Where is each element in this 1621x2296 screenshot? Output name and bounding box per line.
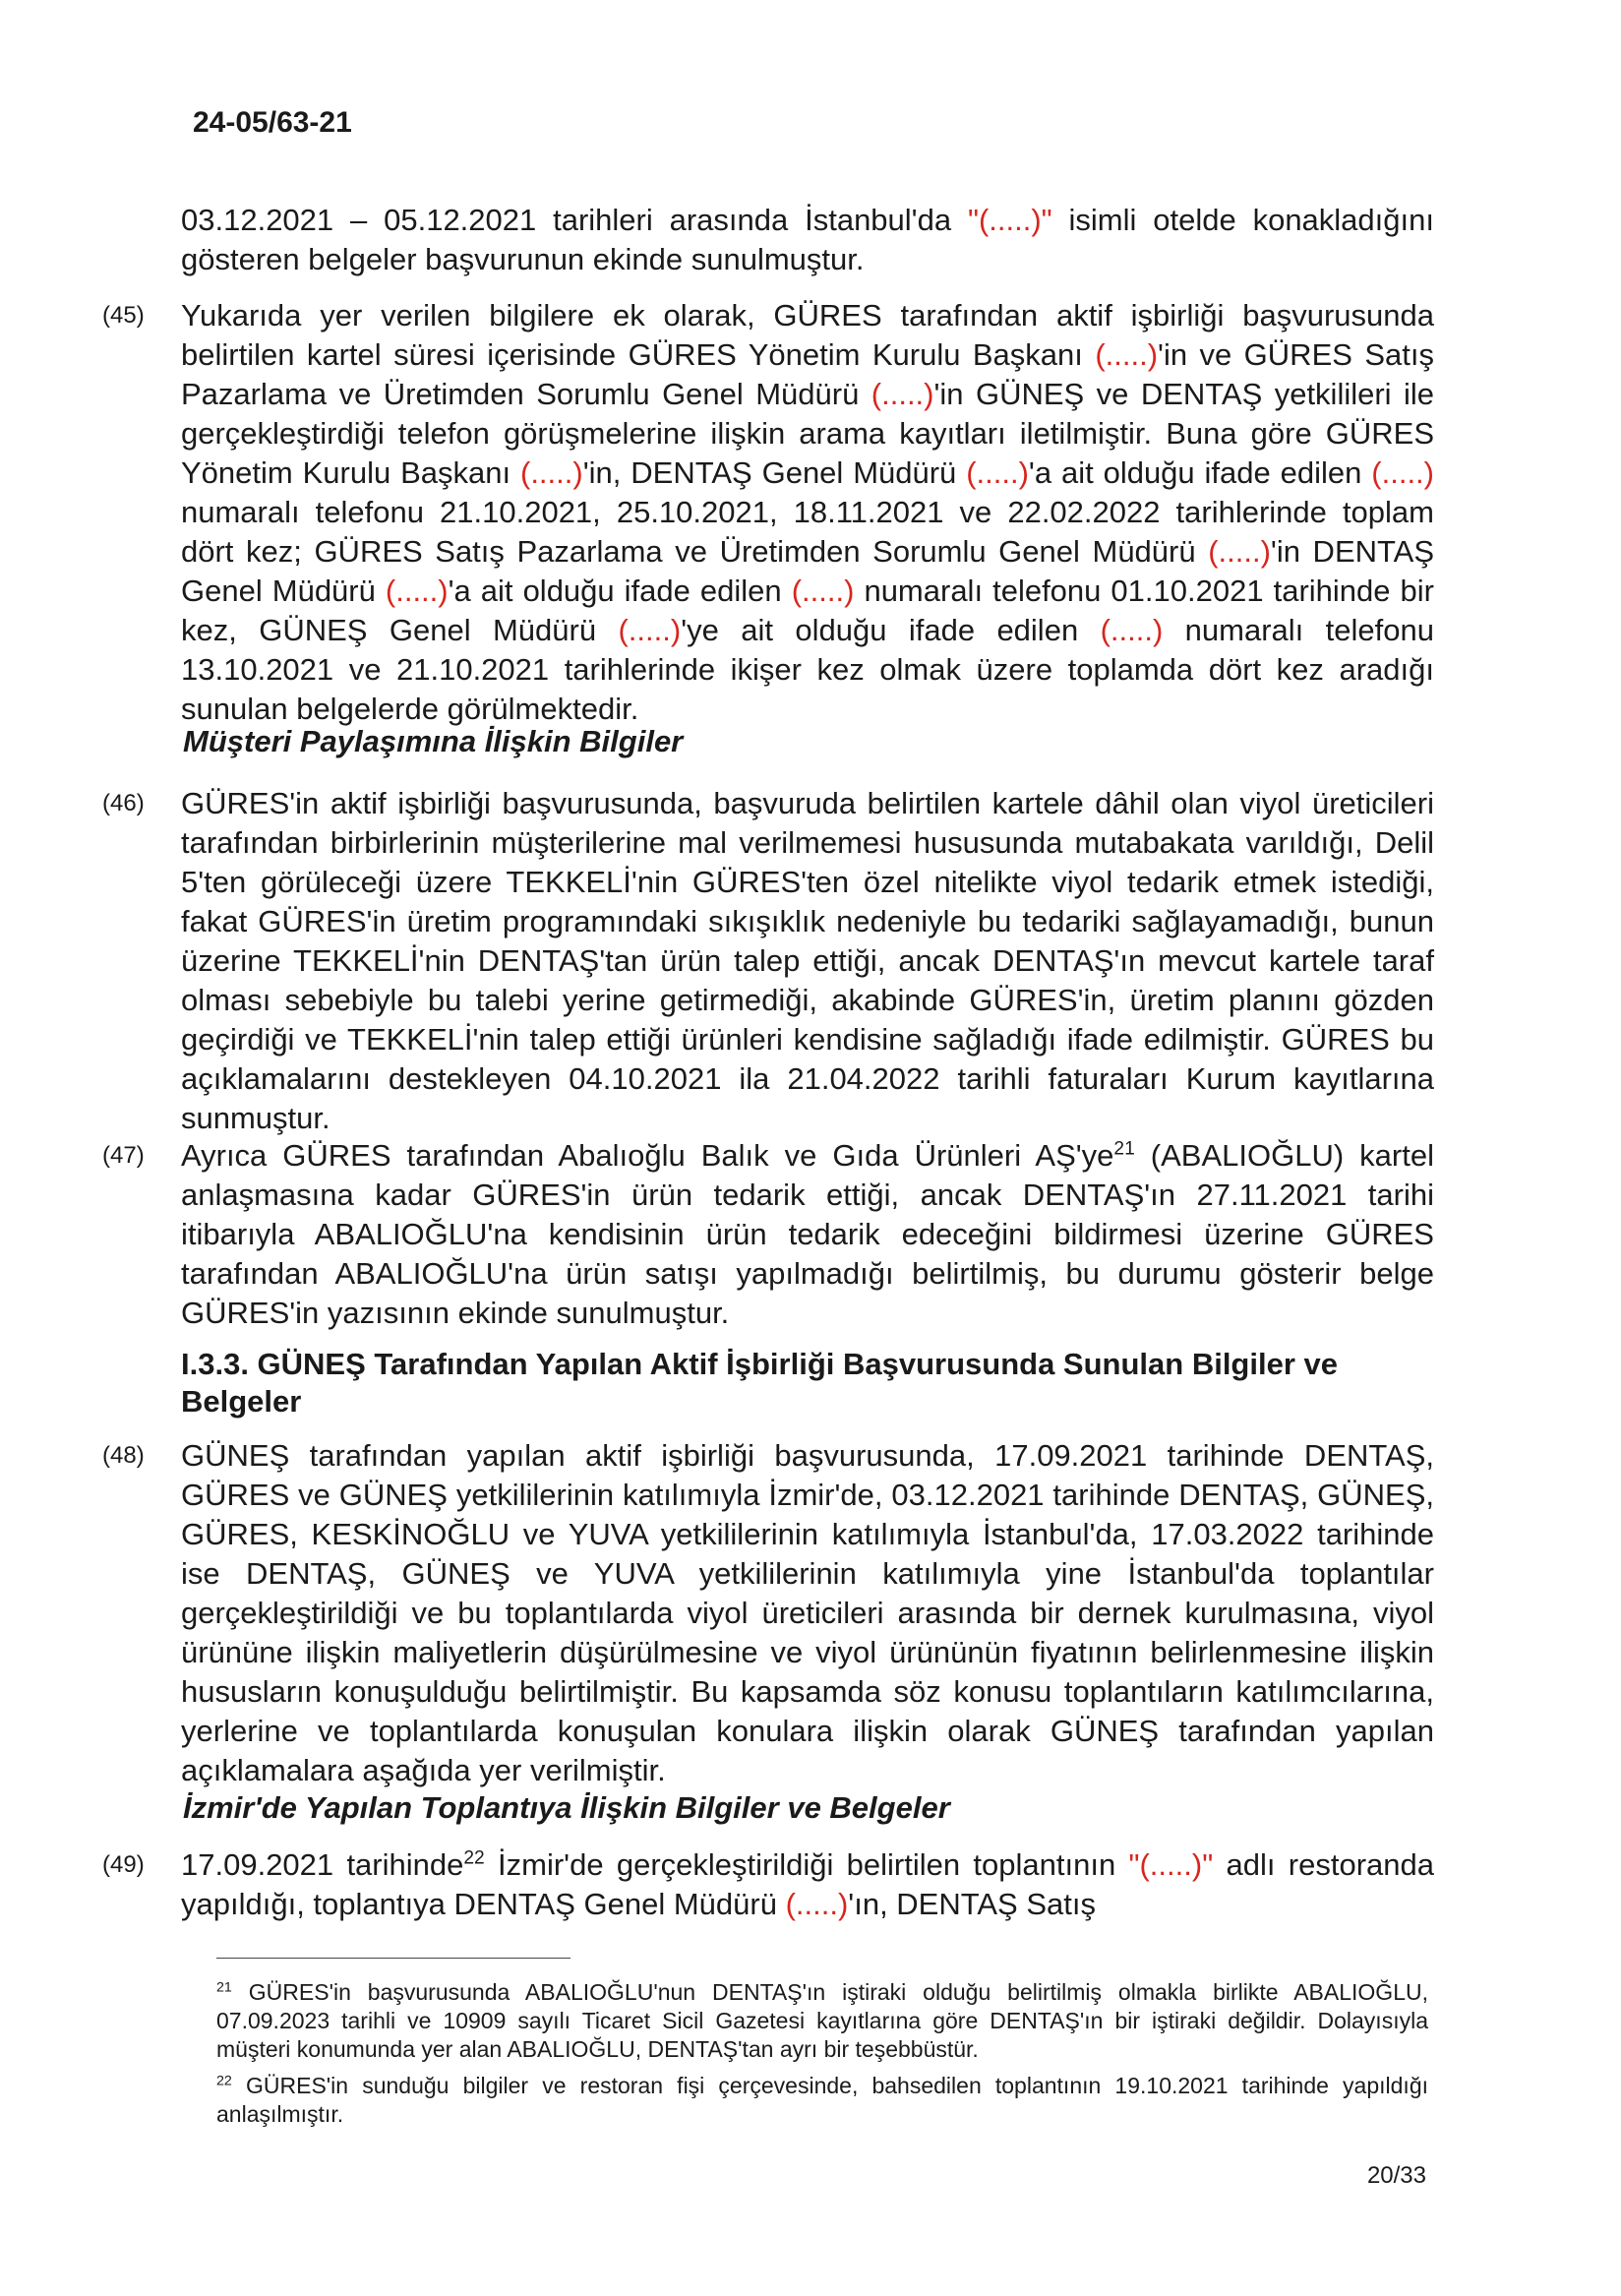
redaction-mark: (.....) xyxy=(1208,534,1271,569)
text-span: 'ye ait olduğu ifade edilen xyxy=(681,613,1101,647)
text-span: Yukarıda yer verilen bilgilere ek olarak, GÜRES tarafından aktif işbirliği başvurusunda belirtilen kartel süresi içerisinde GÜRES Yönetim Kurulu Başkanı xyxy=(181,298,1434,372)
redaction-mark: (.....) xyxy=(1371,455,1434,490)
text-span: 'ın, DENTAŞ Satış xyxy=(848,1887,1096,1921)
redaction-mark: (.....) xyxy=(520,455,583,490)
footnote-divider xyxy=(216,1958,570,1959)
text-span: numaralı telefonu 13.10.2021 ve 21.10.2021 tarihlerinde ikişer kez olmak üzere toplamda dört kez aradığı sunulan belgelerde görülmektedir. xyxy=(181,613,1434,726)
redaction-mark: (.....) xyxy=(385,574,449,608)
document-reference: 24-05/63-21 xyxy=(193,106,352,139)
text-span: 03.12.2021 – 05.12.2021 tarihleri arasında İstanbul'da xyxy=(181,203,968,237)
redaction-mark: "(.....)" xyxy=(1128,1847,1214,1882)
text-span: 'in GÜNEŞ ve DENTAŞ yetkilileri ile gerçekleştirdiği telefon görüşmelerine ilişkin arama kayıtları iletilmiştir. Buna göre GÜRES Yönetim Kurulu Başkanı xyxy=(181,377,1434,490)
text-span: GÜRES'in aktif işbirliği başvurusunda, başvuruda belirtilen kartele dâhil olan viyol üreticileri tarafından birbirlerinin müşterilerine mal verilmemesi hususunda mutabakata varıldığı, Delil 5'ten görüleceği üzere TEKKELİ'nin GÜRES'ten özel nitelikte viyol tedarik etmek istediği, fakat GÜRES'in üretim programındaki sıkışıklık nedeniyle bu tedariki sağlayamadığı, bunun üzerine TEKKELİ'nin DENTAŞ'tan ürün talep ettiği, ancak DENTAŞ'ın mevcut kartele taraf olması sebebiyle bu talebi yerine getirmediği, akabinde GÜRES'in, üretim planını gözden geçirdiği ve TEKKELİ'nin talep ettiği ürünleri kendisine sağladığı ifade edilmiştir. GÜRES bu açıklamalarını destekleyen 04.10.2021 ila 21.04.2022 tarihli faturaları Kurum kayıtlarına sunmuştur. xyxy=(181,786,1434,1135)
text-span: numaralı telefonu 21.10.2021, 25.10.2021, 18.11.2021 ve 22.02.2022 tarihlerinde toplam dört kez; GÜRES Satış Pazarlama ve Üretimden Sorumlu Genel Müdürü xyxy=(181,495,1434,569)
paragraph-continuation xyxy=(181,201,1434,279)
text-span: 'a ait olduğu ifade edilen xyxy=(1028,455,1372,490)
text-span: (ABALIOĞLU) kartel anlaşmasına kadar GÜRES'in ürün tedarik ettiği, ancak DENTAŞ'ın 27.11.2021 tarihi itibarıyla ABALIOĞLU'na kendisinin ürün tedarik edeceğini bildirmesi üzerine GÜRES tarafından ABALIOĞLU'na ürün satışı yapılmadığı belirtilmiş, bu durumu gösterir belge GÜRES'in yazısının ekinde sunulmuştur. xyxy=(181,1138,1434,1330)
paragraph-number: (49) xyxy=(102,1851,145,1878)
redaction-mark: (.....) xyxy=(966,455,1029,490)
footnote-number: 21 xyxy=(216,1979,232,1996)
text-span: 17.09.2021 tarihinde xyxy=(181,1847,464,1882)
redaction-mark: (.....) xyxy=(618,613,682,647)
footnote-21 xyxy=(216,1978,1428,2064)
redaction-mark: (.....) xyxy=(791,574,855,608)
text-span: 'a ait olduğu ifade edilen xyxy=(448,574,792,608)
paragraph-number: (46) xyxy=(102,790,145,816)
footnote-ref-21[interactable]: 21 xyxy=(1113,1138,1135,1160)
text-span: 'in DENTAŞ Genel Müdürü xyxy=(181,534,1434,608)
footnote-22 xyxy=(216,2072,1428,2129)
footnote-number: 22 xyxy=(216,2073,232,2089)
redaction-mark: (.....) xyxy=(785,1887,849,1921)
text-span: İzmir'de gerçekleştirildiği belirtilen toplantının xyxy=(484,1847,1129,1882)
paragraph-48 xyxy=(102,1436,1434,1790)
section-heading-izmir: İzmir'de Yapılan Toplantıya İlişkin Bilgiler ve Belgeler xyxy=(183,1790,950,1825)
text-span: GÜNEŞ tarafından yapılan aktif işbirliği başvurusunda, 17.09.2021 tarihinde DENTAŞ, GÜRES ve GÜNEŞ yetkililerinin katılımıyla İzmir'de, 03.12.2021 tarihinde DENTAŞ, GÜNEŞ, GÜRES, KESKİNOĞLU ve YUVA yetkililerinin katılımıyla İstanbul'da, 17.03.2022 tarihinde ise DENTAŞ, GÜNEŞ ve YUVA yetkililerinin katılımıyla yine İstanbul'da toplantılar gerçekleştirildiği ve bu toplantılarda viyol üreticileri arasında bir dernek kurulmasına, viyol ürününe ilişkin maliyetlerin düşürülmesine ve viyol ürününün fiyatının belirlenmesine ilişkin hususların konuşulduğu belirtilmiştir. Bu kapsamda söz konusu toplantıların katılımcılarına, yerlerine ve toplantılarda konuşulan konulara ilişkin olarak GÜNEŞ tarafından yapılan açıklamalara aşağıda yer verilmiştir. xyxy=(181,1438,1434,1787)
redaction-mark: (.....) xyxy=(1100,613,1164,647)
footnote-text: GÜRES'in başvurusunda ABALIOĞLU'nun DENTAŞ'ın iştiraki olduğu belirtilmiş olmakla birlikte ABALIOĞLU, 07.09.2023 tarihli ve 10909 sayılı Ticaret Sicil Gazetesi kayıtlarına göre DENTAŞ'ın bir iştiraki değildir. Dolayısıyla müşteri konumunda yer alan ABALIOĞLU, DENTAŞ'tan ayrı bir teşebbüstür. xyxy=(216,1979,1428,2062)
paragraph-45 xyxy=(102,296,1434,729)
paragraph-number: (48) xyxy=(102,1442,145,1469)
paragraph-46 xyxy=(102,784,1434,1138)
footnote-ref-22[interactable]: 22 xyxy=(463,1847,485,1869)
redaction-mark: (.....) xyxy=(871,377,934,411)
page-number: 20/33 xyxy=(1366,2162,1426,2189)
text-span: 'in, DENTAŞ Genel Müdürü xyxy=(582,455,967,490)
text-span: Ayrıca GÜRES tarafından Abalıoğlu Balık ve Gıda Ürünleri AŞ'ye xyxy=(181,1138,1114,1173)
paragraph-49 xyxy=(102,1845,1434,1924)
text-span: numaralı telefonu 01.10.2021 tarihinde bir kez, GÜNEŞ Genel Müdürü xyxy=(181,574,1434,647)
section-heading-musteri: Müşteri Paylaşımına İlişkin Bilgiler xyxy=(183,724,684,758)
text-span: 'in ve GÜRES Satış Pazarlama ve Üretimden Sorumlu Genel Müdürü xyxy=(181,337,1434,411)
paragraph-number: (45) xyxy=(102,302,145,329)
text-span: adlı restoranda yapıldığı, toplantıya DENTAŞ Genel Müdürü xyxy=(181,1847,1434,1921)
paragraph-47 xyxy=(102,1136,1434,1333)
redaction-mark: (.....) xyxy=(1095,337,1159,372)
section-heading-i33: I.3.3. GÜNEŞ Tarafından Yapılan Aktif İşbirliği Başvurusunda Sunulan Bilgiler ve Belgeler xyxy=(181,1347,1338,1419)
redaction-mark: "(.....)" xyxy=(967,203,1052,237)
footnote-text: GÜRES'in sunduğu bilgiler ve restoran fişi çerçevesinde, bahsedilen toplantının 19.10.2021 tarihinde yapıldığı anlaşılmıştır. xyxy=(216,2073,1428,2127)
text-span: isimli otelde konakladığını gösteren belgeler başvurunun ekinde sunulmuştur. xyxy=(181,203,1434,276)
paragraph-number: (47) xyxy=(102,1142,145,1169)
